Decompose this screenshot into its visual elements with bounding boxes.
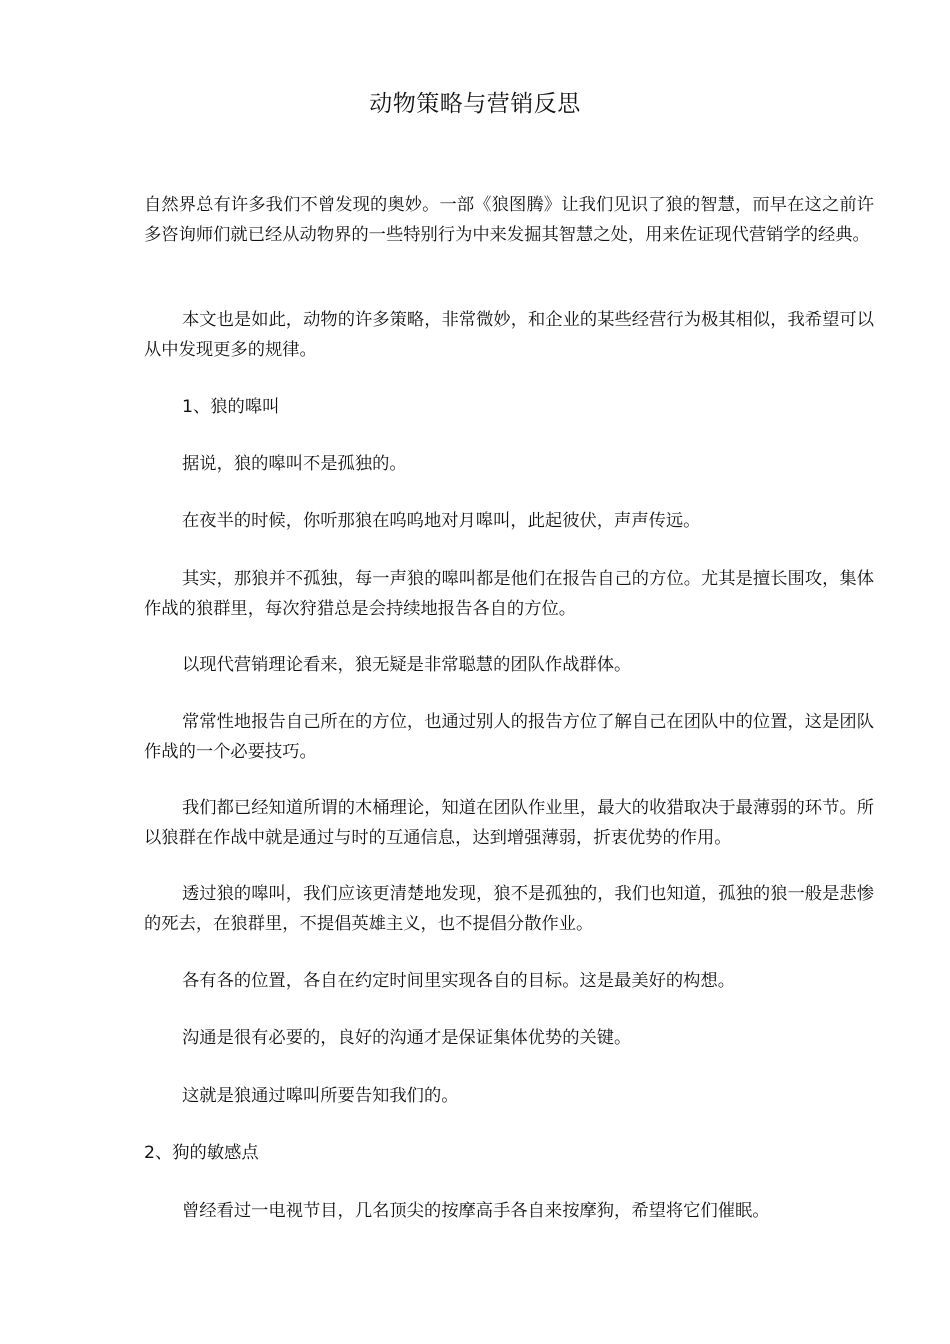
- paragraph: 各有各的位置，各自在约定时间里实现各自的目标。这是最美好的构想。: [182, 971, 736, 991]
- paragraph: 其实，那狼并不孤独，每一声狼的嗥叫都是他们在报告自己的方位。尤其是擅长围攻，集体作战的狼群里，每次狩猎总是会持续地报告各自的方位。: [144, 569, 874, 619]
- paragraph: 我们都已经知道所谓的木桶理论，知道在团队作业里，最大的收猎取决于最薄弱的环节。所以狼群在作战中就是通过与时的互通信息，达到增强薄弱，折衷优势的作用。: [144, 798, 874, 848]
- section-heading-wolf: 1、狼的嗥叫: [182, 397, 280, 417]
- paragraph: 沟通是很有必要的，良好的沟通才是保证集体优势的关键。: [182, 1028, 632, 1048]
- paragraph-intro: 自然界总有许多我们不曾发现的奥妙。一部《狼图腾》让我们见识了狼的智慧，而早在这之前许多咨询师们就已经从动物界的一些特别行为中来发掘其智慧之处，用来佐证现代营销学的经典。: [144, 195, 874, 245]
- section-heading-dog: 2、狗的敏感点: [144, 1143, 259, 1163]
- paragraph: 据说，狼的嗥叫不是孤独的。: [182, 454, 407, 474]
- paragraph: 在夜半的时候，你听那狼在呜呜地对月嗥叫，此起彼伏，声声传远。: [182, 511, 701, 531]
- paragraph-purpose: 本文也是如此，动物的许多策略，非常微妙，和企业的某些经营行为极其相似，我希望可以从中发现更多的规律。: [144, 310, 874, 360]
- paragraph: 以现代营销理论看来，狼无疑是非常聪慧的团队作战群体。: [182, 655, 632, 675]
- paragraph: 这就是狼通过嗥叫所要告知我们的。: [182, 1086, 459, 1106]
- document-title: 动物策略与营销反思: [369, 91, 581, 117]
- paragraph: 曾经看过一电视节目，几名顶尖的按摩高手各自来按摩狗，希望将它们催眠。: [182, 1201, 770, 1221]
- paragraph: 透过狼的嗥叫，我们应该更清楚地发现，狼不是孤独的，我们也知道，孤独的狼一般是悲惨的死去，在狼群里，不提倡英雄主义，也不提倡分散作业。: [144, 884, 874, 934]
- paragraph: 常常性地报告自己所在的方位，也通过别人的报告方位了解自己在团队中的位置，这是团队作战的一个必要技巧。: [144, 712, 874, 762]
